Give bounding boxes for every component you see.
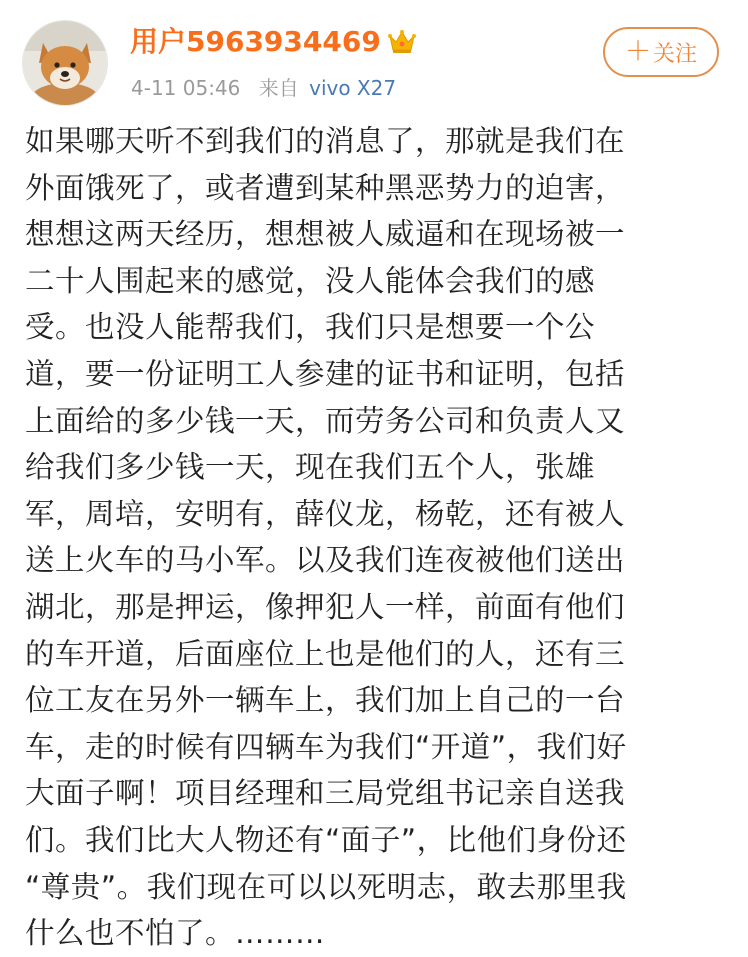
- post-body-line: 们。我们比大人物还有“面子”，比他们身份还: [25, 822, 627, 857]
- post-body-line: 想想这两天经历，想想被人威逼和在现场被一: [25, 217, 626, 252]
- plus-icon: ＋: [624, 37, 651, 67]
- post-body-line: 湖北，那是押运，像押犯人一样，前面有他们: [25, 589, 626, 624]
- author-row: [130, 22, 417, 62]
- post-body-line: 的车开道，后面座位上也是他们的人，还有三: [25, 636, 626, 671]
- device-name[interactable]: vivo X27: [309, 76, 397, 100]
- post-body-line: 什么也不怕了。………: [25, 916, 326, 951]
- post-body-line: 如果哪天听不到我们的消息了，那就是我们在: [25, 124, 626, 158]
- post-meta: [131, 74, 396, 102]
- follow-label: 关注: [653, 41, 698, 67]
- source-prefix: 来自: [258, 76, 299, 100]
- post-body-line: 大面子啊！项目经理和三局党组书记亲自送我: [25, 776, 626, 811]
- post-body-line: 位工友在另外一辆车上，我们加上自己的一台: [25, 683, 626, 718]
- author-name[interactable]: 用户5963934469: [130, 25, 381, 58]
- avatar[interactable]: [22, 20, 108, 106]
- shiba-dog-avatar-image: [23, 21, 107, 105]
- post-header: [0, 0, 748, 115]
- post-body-line: 道，要一份证明工人参建的证书和证明，包括: [25, 356, 626, 391]
- post-body-line: 二十人围起来的感觉，没人能体会我们的感: [25, 263, 596, 298]
- post-body-line: 受。也没人能帮我们，我们只是想要一个公: [25, 310, 596, 345]
- post-body-line: 外面饿死了，或者遭到某种黑恶势力的迫害，: [25, 170, 626, 205]
- post-body-line: 车，走的时候有四辆车为我们“开道”，我们好: [25, 729, 627, 764]
- post-time: 4-11 05:46: [131, 76, 241, 100]
- post-body-line: 军，周培，安明有，薛仪龙，杨乾，还有被人: [25, 496, 626, 531]
- post-body-line: 给我们多少钱一天，现在我们五个人，张雄: [25, 450, 596, 485]
- post-body-line: 送上火车的马小军。以及我们连夜被他们送出: [25, 543, 626, 578]
- post-body-line: 上面给的多少钱一天，而劳务公司和负责人又: [25, 403, 626, 438]
- post-body-line: “尊贵”。我们现在可以以死明志，敢去那里我: [25, 869, 627, 904]
- crown-icon: [387, 29, 417, 55]
- post-body: [25, 118, 725, 957]
- follow-button[interactable]: [603, 27, 719, 77]
